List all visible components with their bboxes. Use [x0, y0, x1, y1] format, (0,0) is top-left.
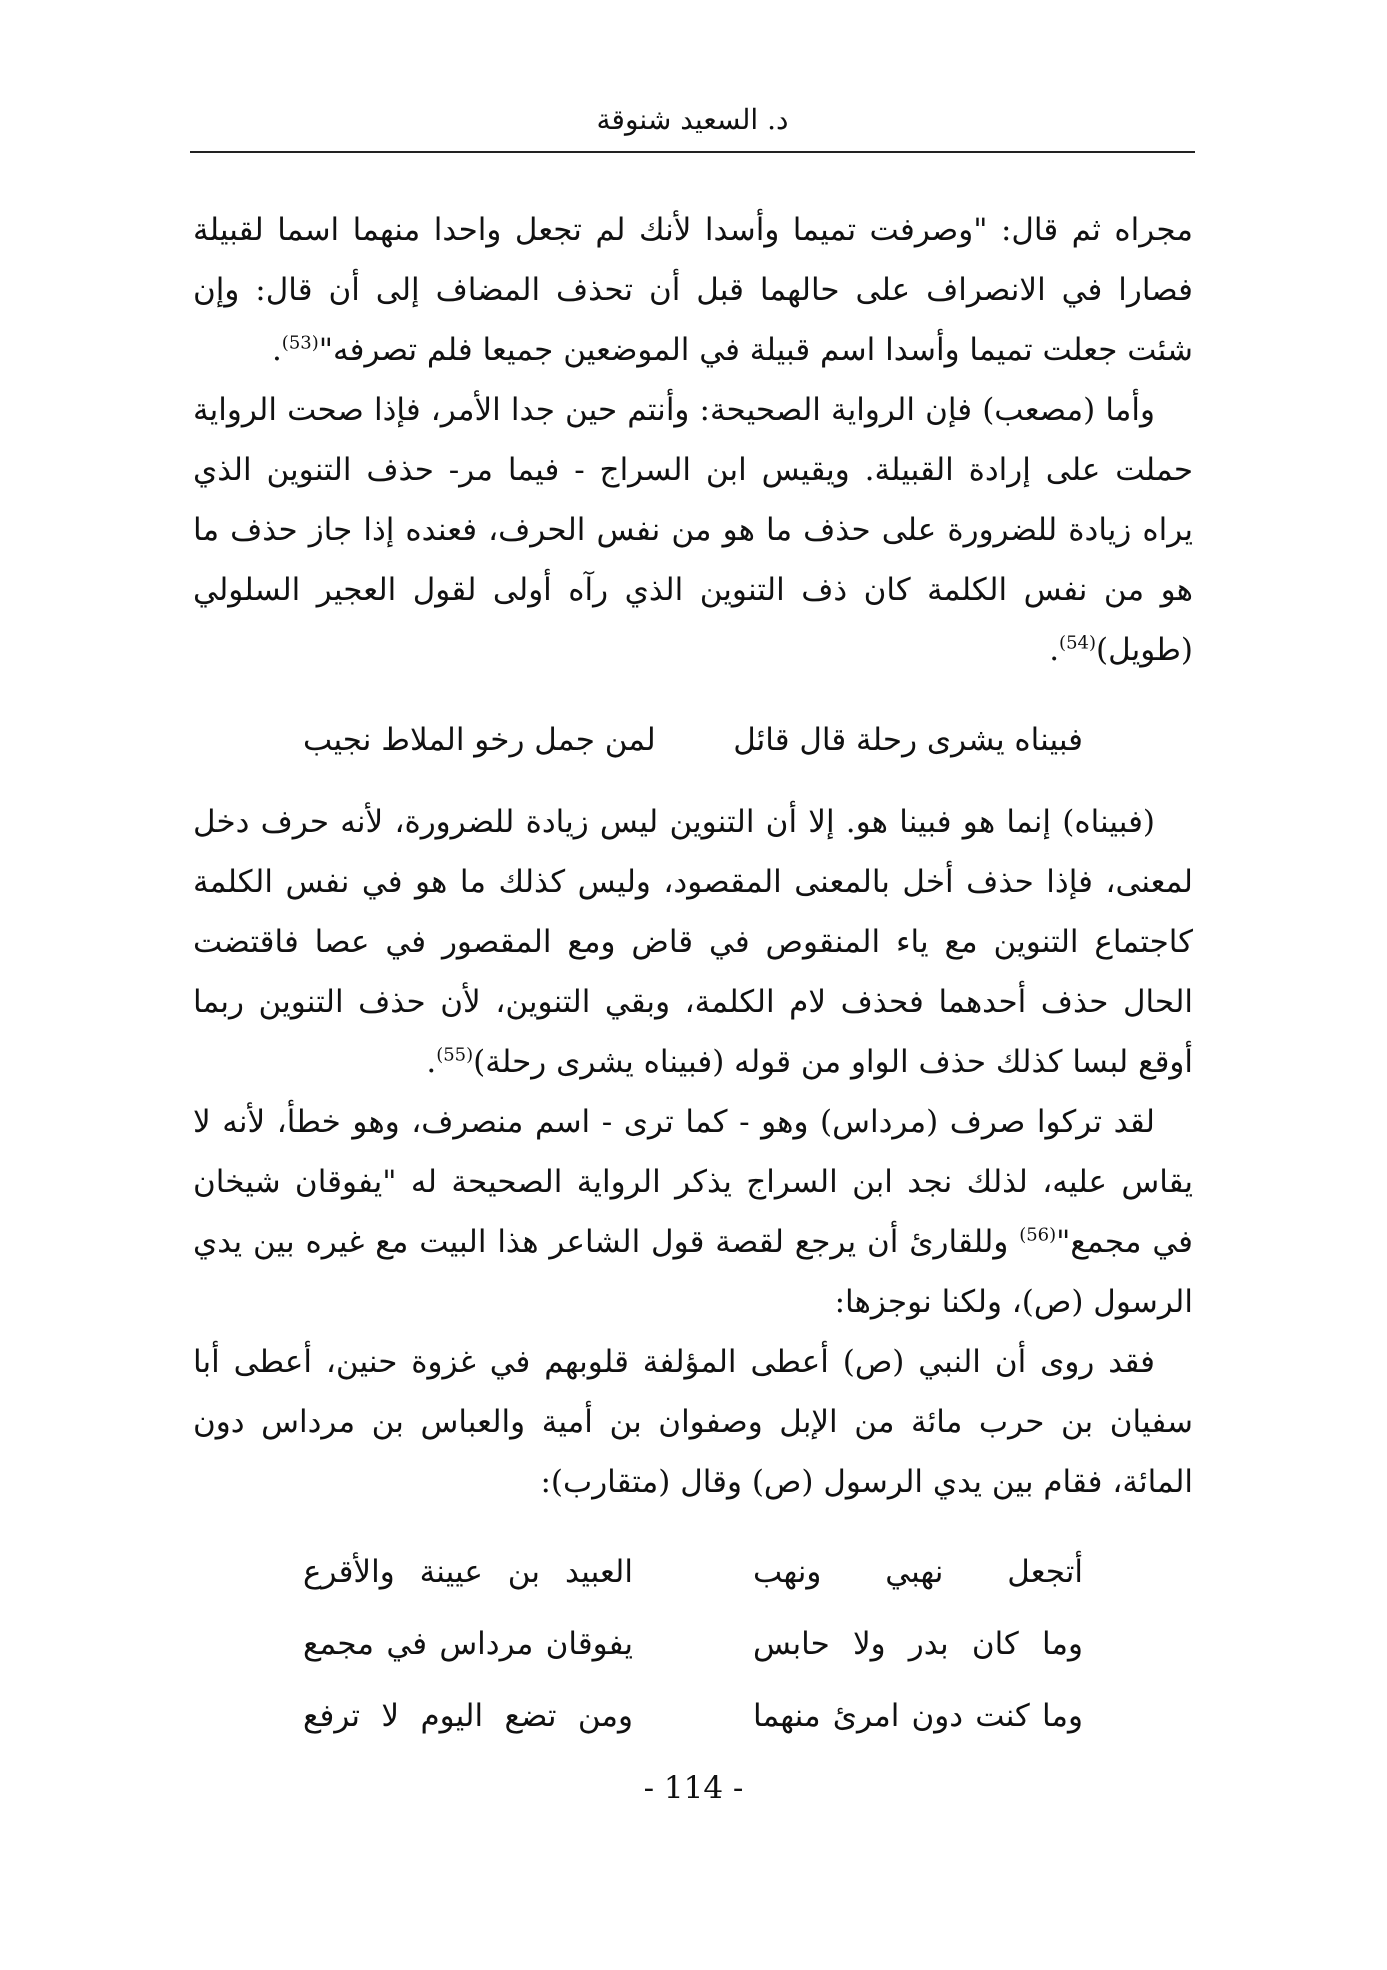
- paragraph-text: (فبيناه) إنما هو فبينا هو. إلا أن التنوين ليس زيادة للضرورة، لأنه حرف دخل لمعنى، فإذا حذف أخل بالمعنى المقصود، وليس كذلك ما هو في نفس الكلمة كاجتماع التنوين مع ياء المنقوص في قاض ومع المقصور في عصا فاقتضت الحال حذف أحدهما فحذف لام الكلمة، وبقي التنوين، لأن حذف التنوين ربما أوقع لبسا كذلك حذف الواو من قوله (فبيناه يشرى رحلة): [193, 804, 1193, 1080]
- paragraph-end: .: [426, 1044, 437, 1080]
- poem-line: [303, 1680, 1083, 1752]
- paragraph-end: وللقارئ أن يرجع لقصة قول الشاعر هذا البيت مع غيره بين يدي الرسول (ص)، ولكنا نوجزها:: [193, 1224, 1193, 1320]
- verse-right-hemistich: فبيناه يشرى رحلة قال قائل: [733, 722, 1083, 758]
- verse-line-1: [303, 710, 1083, 770]
- poem-line: [303, 1536, 1083, 1608]
- paragraph-text: لقد تركوا صرف (مرداس) وهو - كما ترى - اسم منصرف، وهو خطأ، لأنه لا يقاس عليه، لذلك نجد ابن السراج يذكر الرواية الصحيحة له "يفوقان شيخان في مجمع": [193, 1104, 1193, 1260]
- paragraph-end: .: [271, 332, 282, 368]
- page-body: [193, 200, 1193, 1752]
- footnote-ref-54: (54): [1059, 632, 1097, 654]
- paragraph-end: .: [1049, 632, 1060, 668]
- paragraph-3: [193, 792, 1193, 1092]
- page-number: - 114 -: [643, 1770, 744, 1806]
- running-head-author: د. السعيد شنوقة: [596, 103, 789, 136]
- footnote-ref-55: (55): [436, 1044, 474, 1066]
- verse-left-hemistich: لمن جمل رخو الملاط نجيب: [303, 722, 656, 758]
- verse-left-hemistich: يفوقان مرداس في مجمع: [303, 1626, 633, 1662]
- footnote-ref-56: (56): [1019, 1224, 1057, 1246]
- footnote-ref-53: (53): [281, 332, 319, 354]
- poem: [303, 1536, 1083, 1752]
- paragraph-2: [193, 380, 1193, 680]
- paragraph-text: مجراه ثم قال: "وصرفت تميما وأسدا لأنك لم تجعل واحدا منهما اسما لقبيلة فصارا في الانصراف على حالهما قبل أن تحذف المضاف إلى أن قال: وإن شئت جعلت تميما وأسدا اسم قبيلة في الموضعين جميعا فلم تصرفه": [193, 212, 1193, 368]
- verse-left-hemistich: العبيد بن عيينة والأقرع: [303, 1554, 633, 1590]
- paragraph-5: [193, 1332, 1193, 1512]
- paragraph-text: وأما (مصعب) فإن الرواية الصحيحة: وأنتم حين جدا الأمر، فإذا صحت الرواية حملت على إرادة القبيلة. ويقيس ابن السراج - فيما مر- حذف التنوين الذي يراه زيادة للضرورة على حذف ما هو من نفس الحرف، فعنده إذا جاز حذف ما هو من نفس الكلمة كان ذف التنوين الذي رآه أولى لقول العجير السلولي (طويل): [193, 392, 1193, 668]
- paragraph-4: [193, 1092, 1193, 1332]
- poem-line: [303, 1608, 1083, 1680]
- header-rule: [190, 151, 1195, 153]
- verse-right-hemistich: وما كان بدر ولا حابس: [753, 1626, 1083, 1662]
- paragraph-1: [193, 200, 1193, 380]
- paragraph-text: فقد روى أن النبي (ص) أعطى المؤلفة قلوبهم في غزوة حنين، أعطى أبا سفيان بن حرب مائة من الإبل وصفوان بن أمية والعباس بن مرداس دون المائة، فقام بين يدي الرسول (ص) وقال (متقارب):: [193, 1344, 1193, 1500]
- verse-right-hemistich: وما كنت دون امرئ منهما: [753, 1698, 1083, 1734]
- verse-right-hemistich: أتجعل نهبي ونهب: [753, 1554, 1083, 1590]
- verse-left-hemistich: ومن تضع اليوم لا ترفع: [303, 1698, 633, 1734]
